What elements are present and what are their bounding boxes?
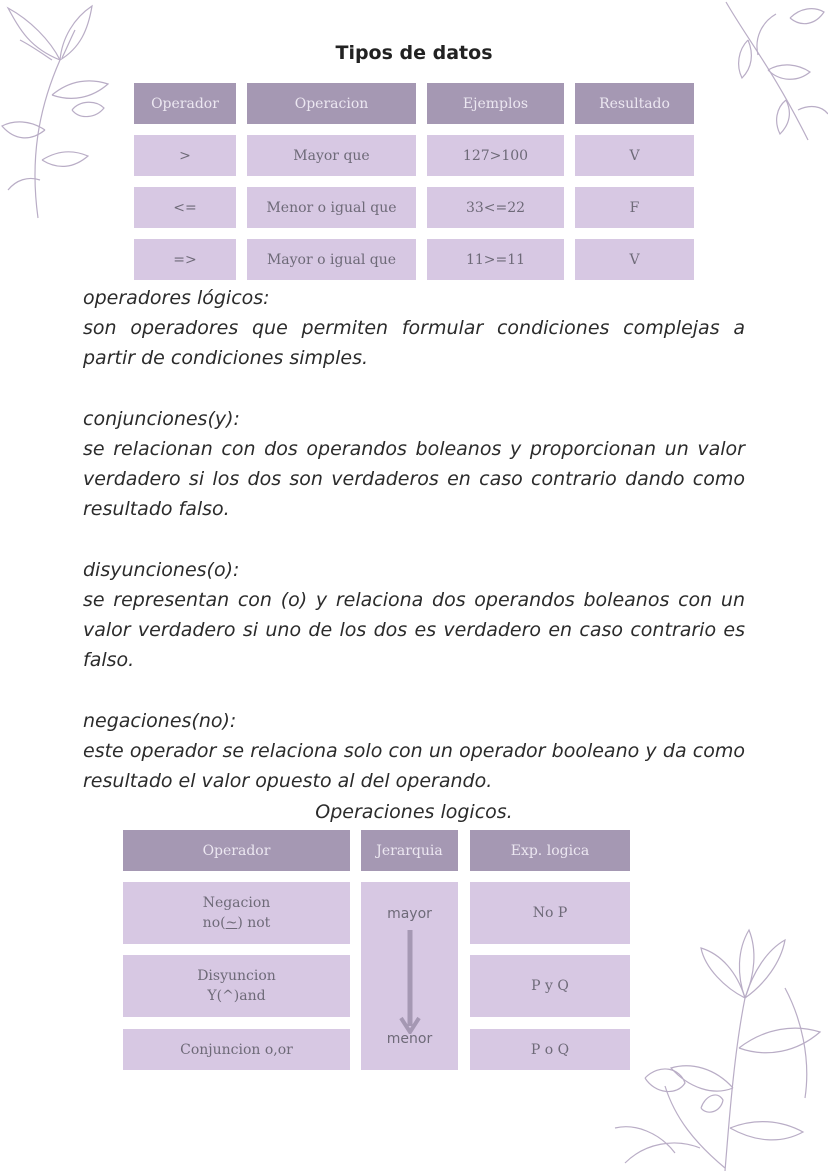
section-logical-operators xyxy=(83,283,745,373)
section-negations xyxy=(83,706,745,796)
table-cell: V xyxy=(575,239,694,280)
table-header-cell: Resultado xyxy=(575,83,694,124)
table-header-cell: Operador xyxy=(123,830,350,871)
section-body: se representan con (o) y relaciona dos operandos boleanos con un valor verdadero si uno de los dos es verdadero en caso contrario es falso. xyxy=(83,589,745,671)
section-heading: operadores lógicos: xyxy=(83,287,270,309)
table-cell: <= xyxy=(134,187,236,228)
table-caption: Operaciones logicos. xyxy=(315,801,513,823)
table-cell: P o Q xyxy=(470,1029,630,1070)
table-cell: 33<=22 xyxy=(427,187,564,228)
table-header-cell: Operacion xyxy=(247,83,416,124)
table-header-cell: Operador xyxy=(134,83,236,124)
table-cell: Mayor que xyxy=(247,135,416,176)
table-cell xyxy=(123,882,350,944)
section-body: son operadores que permiten formular condiciones complejas a partir de condiciones simples. xyxy=(83,317,745,369)
table-cell: > xyxy=(134,135,236,176)
table-cell: F xyxy=(575,187,694,228)
table-cell: 11>=11 xyxy=(427,239,564,280)
section-disjunctions xyxy=(83,555,745,675)
table-cell: Menor o igual que xyxy=(247,187,416,228)
table-cell: Mayor o igual que xyxy=(247,239,416,280)
table-cell: No P xyxy=(470,882,630,944)
section-body: este operador se relaciona solo con un operador booleano y da como resultado el valor opuesto al del operando. xyxy=(83,740,745,792)
table-cell: P y Q xyxy=(470,955,630,1017)
floral-decoration-top-right-icon xyxy=(718,0,828,150)
floral-decoration-bottom-right-icon xyxy=(605,928,828,1171)
operator-symbol: Y(^)and xyxy=(207,988,266,1004)
floral-decoration-top-left-icon xyxy=(0,0,115,225)
section-heading: disyunciones(o): xyxy=(83,559,240,581)
section-conjunctions xyxy=(83,404,745,524)
table-cell: 127>100 xyxy=(427,135,564,176)
arrow-down-icon xyxy=(399,930,421,1034)
hierarchy-bottom-label: menor xyxy=(386,1031,433,1047)
operator-name: Negacion xyxy=(202,895,271,911)
table-header-cell: Ejemplos xyxy=(427,83,564,124)
operator-symbol: no(~) not xyxy=(202,915,271,931)
table-cell: V xyxy=(575,135,694,176)
table-header-cell: Jerarquia xyxy=(361,830,458,871)
table-header-cell: Exp. logica xyxy=(470,830,630,871)
table-cell: Conjuncion o,or xyxy=(123,1029,350,1070)
page-title: Tipos de datos xyxy=(335,42,493,64)
table-cell xyxy=(123,955,350,1017)
hierarchy-top-label: mayor xyxy=(387,906,432,922)
section-heading: negaciones(no): xyxy=(83,710,237,732)
section-body: se relacionan con dos operandos boleanos y proporcionan un valor verdadero si los dos son verdaderos en caso contrario dando como resultado falso. xyxy=(83,438,745,520)
hierarchy-column xyxy=(361,882,458,1070)
section-heading: conjunciones(y): xyxy=(83,408,240,430)
operator-name: Disyuncion xyxy=(197,968,276,984)
table-cell: => xyxy=(134,239,236,280)
